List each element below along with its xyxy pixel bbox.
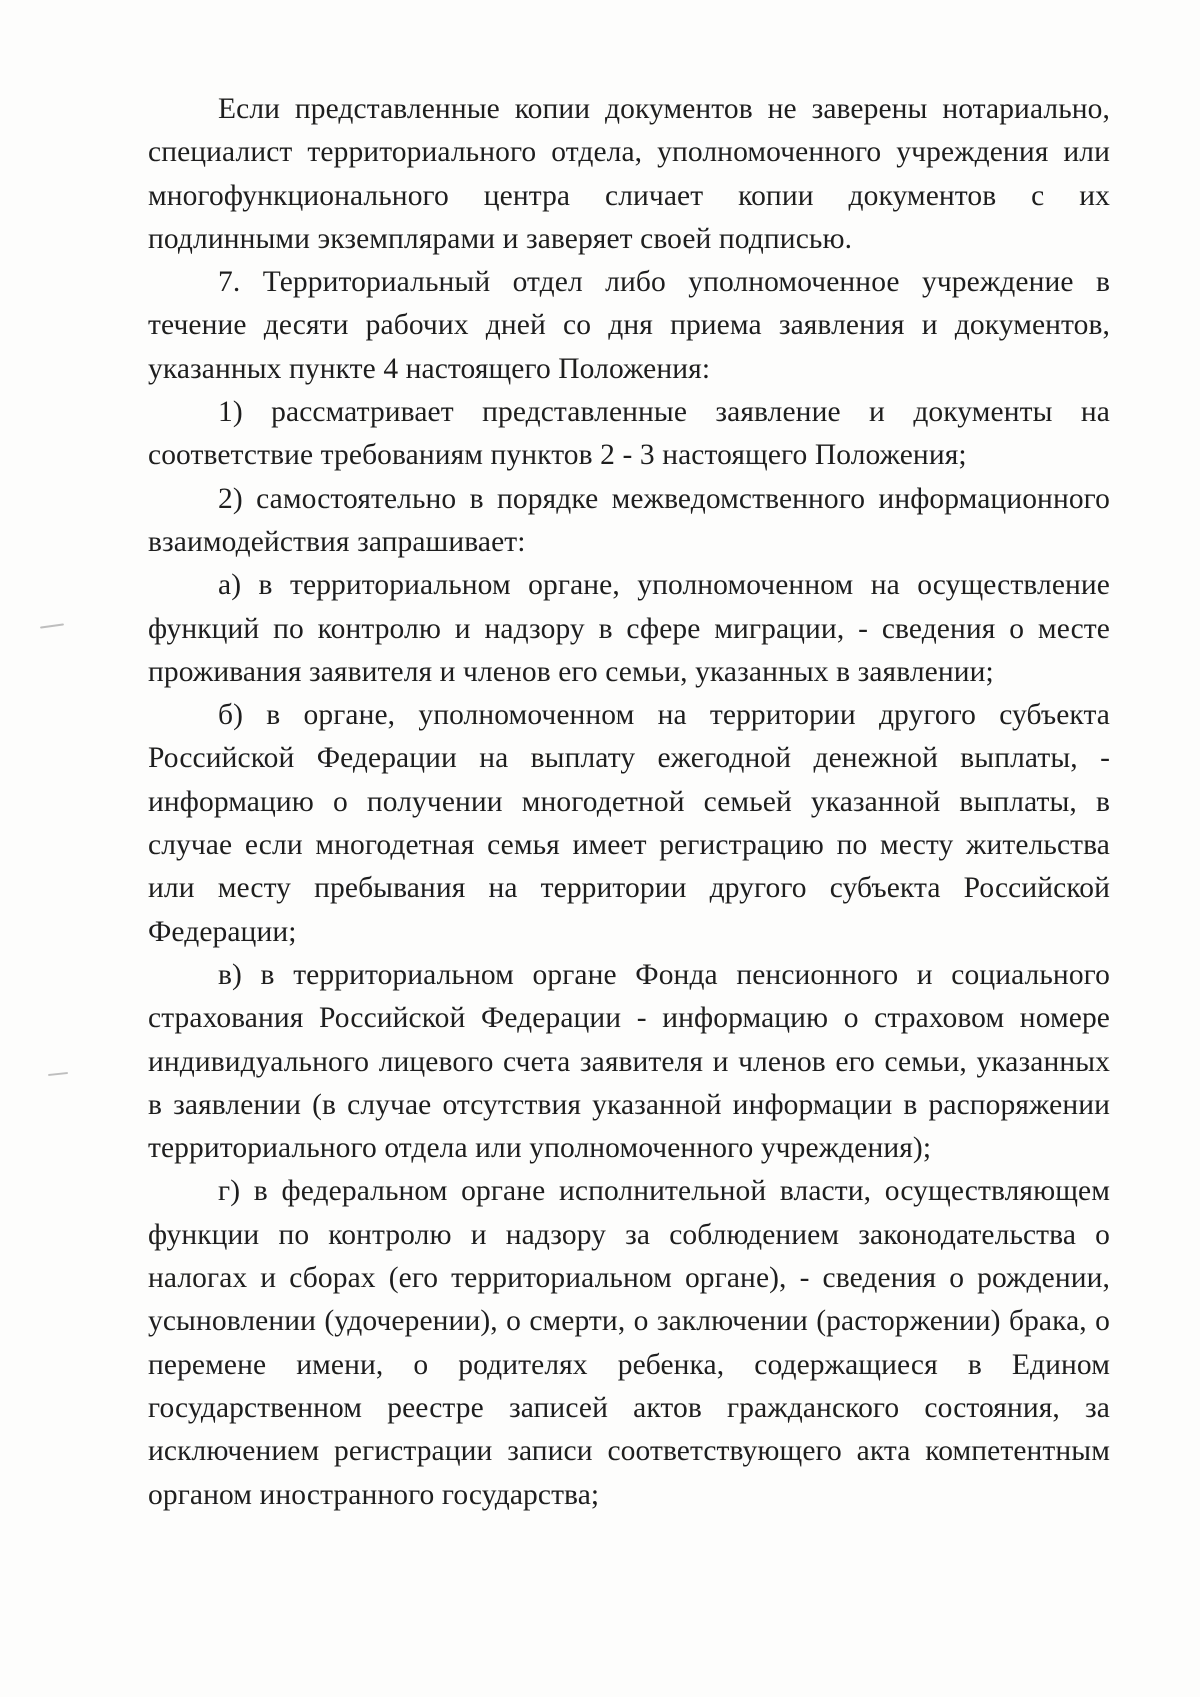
paragraph-subitem-g: г) в федеральном органе исполнительной власти, осуществляющем функции по контролю и надзору за соблюдением законодательства о налогах и сборах (его территориальном органе), - сведения о рождении, усыновлении (удочерении), о смерти, о заключении (расторжении) брака, о перемене имени, о родителях ребенка, содержащиеся в Едином государственном реестре записей актов гражданского состояния, за исключением регистрации записи соответствующего акта компетентным органом иностранного государства; <box>148 1175 1110 1511</box>
scan-artifact-mark <box>48 1072 68 1076</box>
paragraph-subitem-a: а) в территориальном органе, уполномоченном на осуществление функций по контролю и надзору в сфере миграции, - сведения о месте проживания заявителя и членов его семьи, указанных в заявлении; <box>148 569 1110 688</box>
paragraph-subitem-b: б) в органе, уполномоченном на территории другого субъекта Российской Федерации на выплату ежегодной денежной выплаты, - информацию о получении многодетной семьей указанной выплаты, в случае если многодетная семья имеет регистрацию по месту жительства или месту пребывания на территории другого субъекта Российской Федерации; <box>148 699 1110 948</box>
paragraph-subitem-v: в) в территориальном органе Фонда пенсионного и социального страхования Российской Федерации - информацию о страховом номере индивидуального лицевого счета заявителя и членов его семьи, указанных в заявлении (в случае отсутствия указанной информации в распоряжении территориального отдела или уполномоченного учреждения); <box>148 958 1110 1165</box>
paragraph-subitem-1: 1) рассматривает представленные заявление и документы на соответствие требованиям пунктов 2 - 3 настоящего Положения; <box>148 396 1110 472</box>
paragraph-copies-certification: Если представленные копии документов не заверены нотариально, специалист территориального отдела, уполномоченного учреждения или многофункционального центра сличает копии документов с их подлинными экземплярами и заверяет своей подписью. <box>148 93 1110 255</box>
paragraph-subitem-2: 2) самостоятельно в порядке межведомственного информационного взаимодействия запрашивает: <box>148 482 1110 558</box>
scan-artifact-mark <box>40 623 64 628</box>
paragraph-item-7: 7. Территориальный отдел либо уполномоченное учреждение в течение десяти рабочих дней со дня приема заявления и документов, указанных пункте 4 настоящего Положения: <box>148 266 1110 385</box>
document-body <box>148 88 1110 1517</box>
